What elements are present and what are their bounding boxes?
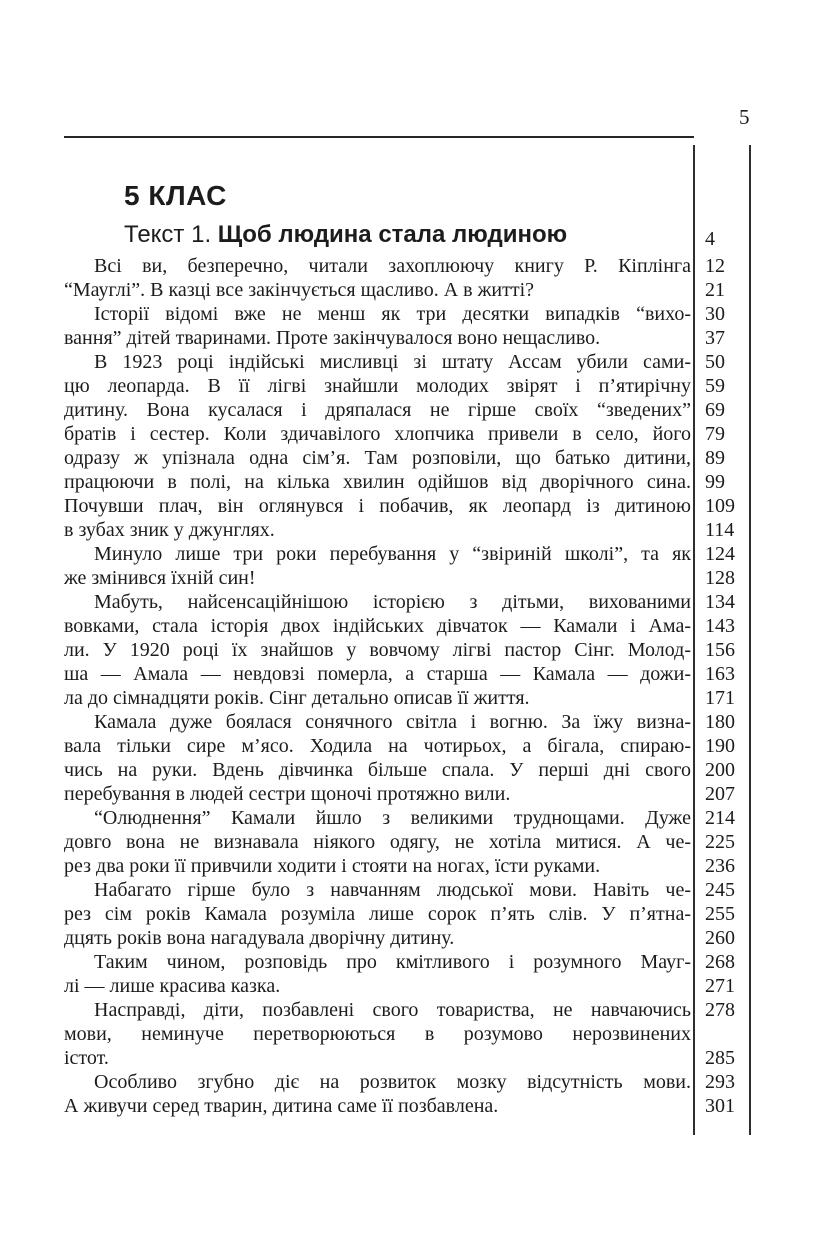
word-count: 255 bbox=[705, 903, 735, 925]
word-count: 163 bbox=[705, 663, 735, 685]
text-line: Почувши плач, він оглянувся і побачив, як леопард із дитиною bbox=[64, 495, 691, 517]
word-count: 50 bbox=[705, 351, 725, 373]
text-line: чись на руки. Вдень дівчинка більше спала. У перші дні свого bbox=[64, 759, 691, 781]
lesson-heading bbox=[124, 221, 567, 249]
word-count: 37 bbox=[705, 327, 725, 349]
text-line: в зубах зник у джунглях. bbox=[64, 519, 275, 541]
word-count: 156 bbox=[705, 639, 735, 661]
word-count: 180 bbox=[705, 711, 735, 733]
lesson-label: Текст 1. bbox=[124, 221, 218, 248]
text-line: Минуло лише три роки перебування у “звіриній школі”, та як bbox=[94, 543, 691, 565]
word-count: 109 bbox=[705, 495, 735, 517]
word-count: 225 bbox=[705, 831, 735, 853]
word-count: 214 bbox=[705, 807, 735, 829]
word-count: 200 bbox=[705, 759, 735, 781]
word-count: 285 bbox=[705, 1047, 735, 1069]
text-line: Камала дуже боялася сонячного світла і вогню. За їжу визна- bbox=[94, 711, 691, 733]
word-count: 293 bbox=[705, 1071, 735, 1093]
lesson-title: Щоб людина стала людиною bbox=[217, 221, 568, 248]
word-count: 207 bbox=[705, 783, 735, 805]
text-line: рез сім років Камала розуміла лише сорок п’ять слів. У п’ятна- bbox=[64, 903, 691, 925]
text-line: вання” дітей тваринами. Проте закінчувалося воно нещасливо. bbox=[64, 327, 601, 349]
text-line: вовками, стала історія двох індійських дівчаток — Камали і Ама- bbox=[64, 615, 691, 637]
text-line: “Мауглі”. В казці все закінчується щасливо. А в житті? bbox=[64, 279, 535, 301]
page-number: 5 bbox=[739, 105, 750, 129]
text-line: В 1923 році індійські мисливці зі штату Ассам убили сами- bbox=[94, 351, 691, 373]
text-line: істот. bbox=[64, 1047, 109, 1069]
count-column bbox=[705, 254, 747, 1118]
text-line: цю леопарда. В її лігві знайшли молодих звірят і п’ятирічну bbox=[64, 375, 691, 397]
text-line: Всі ви, безперечно, читали захоплюючу книгу Р. Кіплінга bbox=[94, 255, 691, 277]
text-line: перебування в людей сестри щоночі протяжно вили. bbox=[64, 783, 511, 805]
word-count bbox=[705, 1022, 747, 1046]
word-count: 236 bbox=[705, 855, 735, 877]
text-line: дцять років вона нагадувала дворічну дитину. bbox=[64, 927, 455, 949]
word-count: 21 bbox=[705, 279, 725, 301]
text-line: працюючи в полі, на кілька хвилин одійшов від дворічного сина. bbox=[64, 471, 691, 493]
word-count: 30 bbox=[705, 303, 725, 325]
text-line: рез два роки її привчили ходити і стояти на ногах, їсти руками. bbox=[64, 855, 601, 877]
text-line: же змінився їхній син! bbox=[64, 567, 256, 589]
word-count: 268 bbox=[705, 951, 735, 973]
text-line: лі — лише красива казка. bbox=[64, 975, 281, 997]
count-column-rule-right bbox=[749, 145, 751, 1135]
heading-word-count: 4 bbox=[705, 228, 715, 250]
text-line: Мабуть, найсенсаційнішою історією з дітьми, вихованими bbox=[94, 591, 691, 613]
text-line: вала тільки сире м’ясо. Ходила на чотирьох, а бігала, спираю- bbox=[64, 735, 691, 757]
word-count: 190 bbox=[705, 735, 735, 757]
text-line: ша — Амала — невдовзі померла, а старша — Камала — дожи- bbox=[64, 663, 691, 685]
text-line: ли. У 1920 році їх знайшов у вовчому лігві пастор Сінг. Молод- bbox=[64, 639, 691, 661]
word-count: 271 bbox=[705, 975, 735, 997]
text-line: Особливо згубно діє на розвиток мозку відсутність мови. bbox=[94, 1071, 691, 1093]
word-count: 59 bbox=[705, 375, 725, 397]
text-line: одразу ж упізнала одна сім’я. Там розповіли, що батько дитини, bbox=[64, 447, 691, 469]
count-column-rule-left bbox=[693, 145, 695, 1135]
text-line: Насправді, діти, позбавлені свого товариства, не навчаючись bbox=[94, 999, 691, 1021]
text-line: мови, неминуче перетворюються в розумово нерозвинених bbox=[64, 1023, 691, 1045]
word-count: 134 bbox=[705, 591, 735, 613]
word-count: 128 bbox=[705, 567, 735, 589]
text-line: Історії відомі вже не менш як три десятки випадків “вихо- bbox=[94, 303, 691, 325]
word-count: 69 bbox=[705, 399, 725, 421]
text-line: ла до сімнадцяти років. Сінг детально описав її життя. bbox=[64, 687, 530, 709]
word-count: 99 bbox=[705, 471, 725, 493]
word-count: 124 bbox=[705, 543, 735, 565]
word-count: 114 bbox=[705, 519, 735, 541]
text-line: “Олюднення” Камали йшло з великими труднощами. Дуже bbox=[94, 807, 691, 829]
word-count: 79 bbox=[705, 423, 725, 445]
text-line: А живучи серед тварин, дитина саме її позбавлена. bbox=[64, 1095, 499, 1117]
header-rule bbox=[64, 136, 694, 138]
word-count: 171 bbox=[705, 687, 735, 709]
text-line: довго вона не визнавала ніякого одягу, не хотіла митися. А че- bbox=[64, 831, 691, 853]
word-count: 278 bbox=[705, 999, 735, 1021]
text-line: Таким чином, розповідь про кмітливого і розумного Мауг- bbox=[94, 951, 691, 973]
word-count: 301 bbox=[705, 1095, 735, 1117]
body-lines bbox=[64, 254, 691, 1118]
grade-heading: 5 КЛАС bbox=[124, 180, 227, 211]
word-count: 143 bbox=[705, 615, 735, 637]
text-line: братів і сестер. Коли здичавілого хлопчика привели в село, його bbox=[64, 423, 691, 445]
text-line: Набагато гірше було з навчанням людської мови. Навіть че- bbox=[94, 879, 691, 901]
word-count: 12 bbox=[705, 255, 725, 277]
text-line: дитину. Вона кусалася і дряпалася не гірше своїх “зведених” bbox=[64, 399, 691, 421]
word-count: 89 bbox=[705, 447, 725, 469]
word-count: 260 bbox=[705, 927, 735, 949]
word-count: 245 bbox=[705, 879, 735, 901]
